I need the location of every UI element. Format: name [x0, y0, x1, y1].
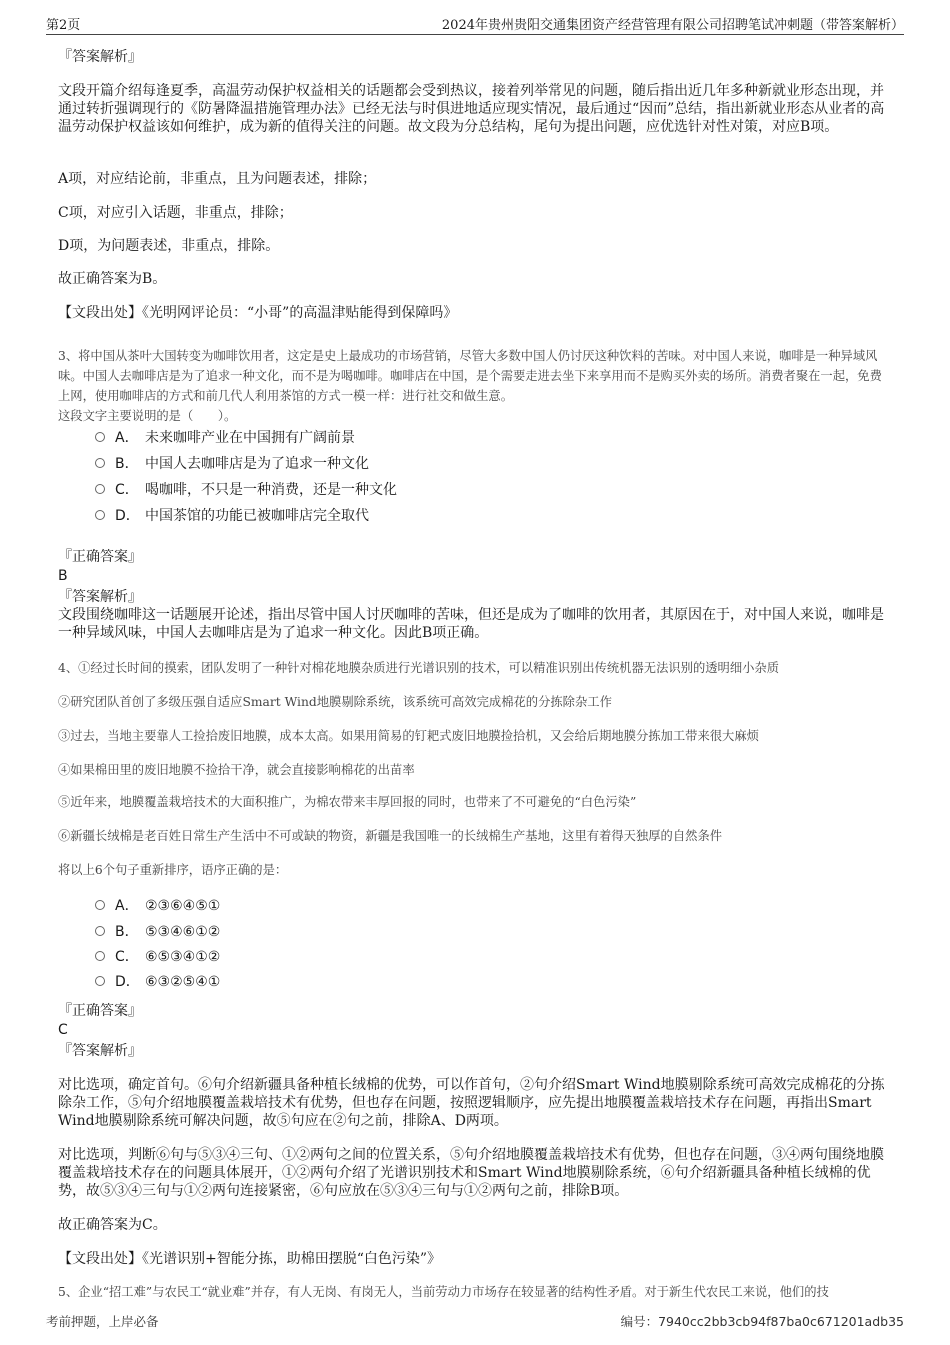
page-number: 第2页: [46, 18, 81, 33]
q4-sentence-3: ③过去，当地主要靠人工捡拾废旧地膜，成本太高。如果用简易的钉耙式废旧地膜捡拾机，又会给后期地膜分拣加工带来很大麻烦: [58, 729, 759, 743]
q4-answer: C: [58, 1022, 68, 1038]
q4-sentence-2: ②研究团队首创了多级压强自适应Smart Wind地膜剔除系统，该系统可高效完成棉花的分拣除杂工作: [58, 695, 612, 709]
q4-analysis-title: 『答案解析』: [58, 1043, 142, 1059]
q2-source: 【文段出处】《光明网评论员：“小哥”的高温津贴能得到保障吗》: [58, 305, 458, 321]
q4-sentence-5: ⑤近年来，地膜覆盖栽培技术的大面积推广，为棉农带来丰厚回报的同时，也带来了不可避免的“白色污染”: [58, 795, 637, 809]
q3-question: 这段文字主要说明的是（ ）。: [58, 409, 237, 423]
radio-icon[interactable]: [95, 951, 105, 961]
q2-analysis-option-d: D项，为问题表述，非重点，排除。: [58, 238, 280, 254]
radio-icon[interactable]: [95, 510, 105, 520]
q4-source: 【文段出处】《光谱识别+智能分拣，助棉田摆脱“白色污染”》: [58, 1251, 442, 1267]
page-footer: [46, 1312, 904, 1332]
q2-conclusion: 故正确答案为B。: [58, 271, 167, 287]
q3-stem: 3、将中国从茶叶大国转变为咖啡饮用者，这定是史上最成功的市场营销，尽管大多数中国人仍讨厌这种饮料的苦味。对中国人来说，咖啡是一种异域风味。中国人去咖啡店是为了追求一种文化，而不是为喝咖啡。咖啡店在中国，是个需要走进去坐下来享用而不是购买外卖的场所。消费者聚在一起，免费上网，使用咖啡店的方式和前几代人利用茶馆的方式一模一样：进行社交和做生意。: [58, 349, 882, 403]
footer-slogan: 考前押题，上岸必备: [46, 1314, 159, 1329]
q3-analysis-title: 『答案解析』: [58, 589, 142, 605]
q3-option-d[interactable]: D． 中国茶馆的功能已被咖啡店完全取代: [95, 506, 369, 526]
q4-option-a[interactable]: A． ②③⑥④⑤①: [95, 896, 220, 916]
q4-analysis-paragraph-2: 对比选项，判断⑥句与⑤③④三句、①②两句之间的位置关系，⑤句介绍地膜覆盖栽培技术有优势，但也存在问题，③④两句围绕地膜覆盖栽培技术存在的问题具体展开，①②两句介绍了光谱识别技术和Smart Wind地膜剔除系统，⑥句介绍新疆具备种植长绒棉的优势，故⑤③④三句与①②两句连接紧密，⑥句应放在⑤③④三句与①②两句之前，排除B项。: [58, 1147, 884, 1199]
radio-icon[interactable]: [95, 432, 105, 442]
radio-icon[interactable]: [95, 926, 105, 936]
radio-icon[interactable]: [95, 900, 105, 910]
q2-analysis-title: 『答案解析』: [58, 49, 142, 65]
q4-option-c[interactable]: C． ⑥⑤③④①②: [95, 947, 220, 967]
q4-answer-title: 『正确答案』: [58, 1003, 142, 1019]
q2-analysis-option-a: A项，对应结论前，非重点，且为问题表述，排除；: [58, 171, 377, 187]
q3-option-c[interactable]: C． 喝咖啡，不只是一种消费，还是一种文化: [95, 480, 397, 500]
q3-answer-title: 『正确答案』: [58, 549, 142, 565]
q2-analysis-paragraph: 文段开篇介绍每逢夏季，高温劳动保护权益相关的话题都会受到热议，接着列举常见的问题，随后指出近几年多种新就业形态出现，并通过转折强调现行的《防暑降温措施管理办法》已经无法与时俱进地适应现实情况，最后通过“因而”总结，指出新就业形态从业者的高温劳动保护权益该如何维护，成为新的值得关注的问题。故文段为分总结构，尾句为提出问题，应优选针对性对策，对应B项。: [58, 83, 885, 135]
q4-sentence-1: 4、①经过长时间的摸索，团队发明了一种针对棉花地膜杂质进行光谱识别的技术，可以精准识别出传统机器无法识别的透明细小杂质: [58, 661, 780, 675]
q2-analysis-option-c: C项，对应引入话题，非重点，排除；: [58, 205, 293, 221]
q4-conclusion: 故正确答案为C。: [58, 1217, 167, 1233]
q3-option-b[interactable]: B． 中国人去咖啡店是为了追求一种文化: [95, 454, 369, 474]
q4-sentence-4: ④如果棉田里的废旧地膜不捡拾干净，就会直接影响棉花的出苗率: [58, 763, 415, 777]
page-header: [46, 12, 904, 35]
q4-analysis-paragraph-1: 对比选项，确定首句。⑥句介绍新疆具备种植长绒棉的优势，可以作首句，②句介绍Smart Wind地膜剔除系统可高效完成棉花的分拣除杂工作，⑤句介绍地膜覆盖栽培技术有优势，但也存在问题，按照逻辑顺序，应先提出地膜覆盖栽培技术存在问题，再指出Smart Wind地膜剔除系统可解决问题，故⑤句应在②句之前，排除A、D两项。: [58, 1077, 885, 1129]
q3-answer: B: [58, 568, 68, 584]
document-serial: 编号：7940cc2bb3cb94f87ba0c671201adb35: [620, 1314, 904, 1329]
radio-icon[interactable]: [95, 484, 105, 494]
radio-icon[interactable]: [95, 458, 105, 468]
document-title: 2024年贵州贵阳交通集团资产经营管理有限公司招聘笔试冲刺题（带答案解析）: [441, 18, 904, 33]
radio-icon[interactable]: [95, 976, 105, 986]
q4-question: 将以上6个句子重新排序，语序正确的是：: [58, 863, 288, 877]
q3-option-a[interactable]: A． 未来咖啡产业在中国拥有广阔前景: [95, 428, 355, 448]
q4-sentence-6: ⑥新疆长绒棉是老百姓日常生产生活中不可或缺的物资，新疆是我国唯一的长绒棉生产基地，这里有着得天独厚的自然条件: [58, 829, 723, 843]
q3-analysis: 文段围绕咖啡这一话题展开论述，指出尽管中国人讨厌咖啡的苦味，但还是成为了咖啡的饮用者，其原因在于，对中国人来说，咖啡是一种异域风味，中国人去咖啡店是为了追求一种文化。因此B项正确。: [58, 607, 884, 641]
q5-stem: 5、企业“招工难”与农民工“就业难”并存，有人无岗、有岗无人，当前劳动力市场存在较显著的结构性矛盾。对于新生代农民工来说，他们的技: [58, 1285, 829, 1299]
q4-option-d[interactable]: D． ⑥③②⑤④①: [95, 972, 220, 992]
q4-option-b[interactable]: B． ⑤③④⑥①②: [95, 922, 220, 942]
